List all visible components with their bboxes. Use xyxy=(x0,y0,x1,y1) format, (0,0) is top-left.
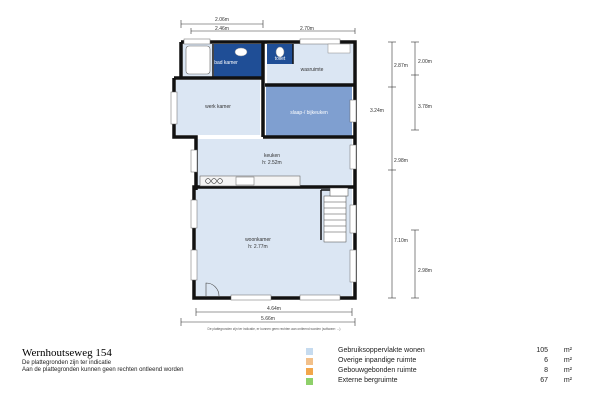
legend-label: Gebruiksoppervlakte wonen xyxy=(338,347,425,354)
label-slaapkamer: slaap-/ bijkeuken xyxy=(290,110,328,116)
label-badkamer: bad kamer xyxy=(214,60,238,66)
legend-row-gebouwgebonden xyxy=(306,367,576,377)
legend-row-gebruiksoppervlakte xyxy=(306,347,576,357)
dim-right-3: 3.78m xyxy=(418,104,432,110)
label-keuken-height: h: 2.52m xyxy=(262,160,282,166)
legend-row-externe xyxy=(306,377,576,387)
right-dimensions xyxy=(388,42,419,298)
legend-value: 6 xyxy=(544,357,548,364)
bathtub xyxy=(186,46,210,74)
top-dimensions xyxy=(181,20,355,34)
footer-line2: Aan de plattegronden kunnen geen rechten ontleend worden xyxy=(22,367,184,373)
label-werkkamer: werk kamer xyxy=(205,104,231,110)
legend-value: 105 xyxy=(536,347,548,354)
dim-right-4: 3.24m xyxy=(370,108,384,114)
legend-label: Externe bergruimte xyxy=(338,377,398,384)
dim-right-1: 2.87m xyxy=(394,63,408,69)
legend-unit: m² xyxy=(563,347,572,354)
address-title: Wernhoutseweg 154 xyxy=(22,347,112,359)
legend-unit: m² xyxy=(563,377,572,384)
footer-line1: De plattegronden zijn ter indicatie xyxy=(22,360,112,366)
dim-right-6: 7.10m xyxy=(394,238,408,244)
legend-swatch xyxy=(306,378,313,385)
legend-label: Gebouwgebonden ruimte xyxy=(338,367,417,374)
dim-top-right: 2.70m xyxy=(300,26,314,32)
legend-unit: m² xyxy=(563,367,572,374)
disclaimer: De plattegronden zijn ter indicatie, er kunnen geen rechten aan ontleend worden (software: ...) xyxy=(207,327,341,331)
legend-label: Overige inpandige ruimte xyxy=(338,357,417,364)
label-wasruimte: wasruimte xyxy=(300,67,324,73)
dim-top-left-inner: 2.46m xyxy=(215,26,229,32)
washing-machine xyxy=(328,44,350,53)
label-toilet: toilet xyxy=(274,56,286,62)
legend-value: 67 xyxy=(540,377,548,384)
stairs xyxy=(324,196,346,242)
sink xyxy=(235,48,247,56)
dim-right-5: 2.98m xyxy=(394,158,408,164)
label-woonkamer: woonkamer xyxy=(245,237,271,243)
kitchen-sink xyxy=(236,177,254,185)
legend-value: 8 xyxy=(544,367,548,374)
label-keuken: keuken xyxy=(263,153,281,159)
label-woonkamer-height: h: 2.77m xyxy=(248,244,268,250)
dim-right-2: 2.00m xyxy=(418,59,432,65)
legend-swatch xyxy=(306,368,313,375)
legend-unit: m² xyxy=(563,357,572,364)
legend-swatch xyxy=(306,348,313,355)
dim-right-7: 2.98m xyxy=(418,268,432,274)
closet xyxy=(330,188,348,196)
dim-top-left: 2.06m xyxy=(215,17,229,23)
legend-swatch xyxy=(306,358,313,365)
dim-bottom-inner: 4.64m xyxy=(267,306,281,312)
dim-bottom-outer: 5.66m xyxy=(261,316,275,322)
legend-row-overige xyxy=(306,357,576,367)
